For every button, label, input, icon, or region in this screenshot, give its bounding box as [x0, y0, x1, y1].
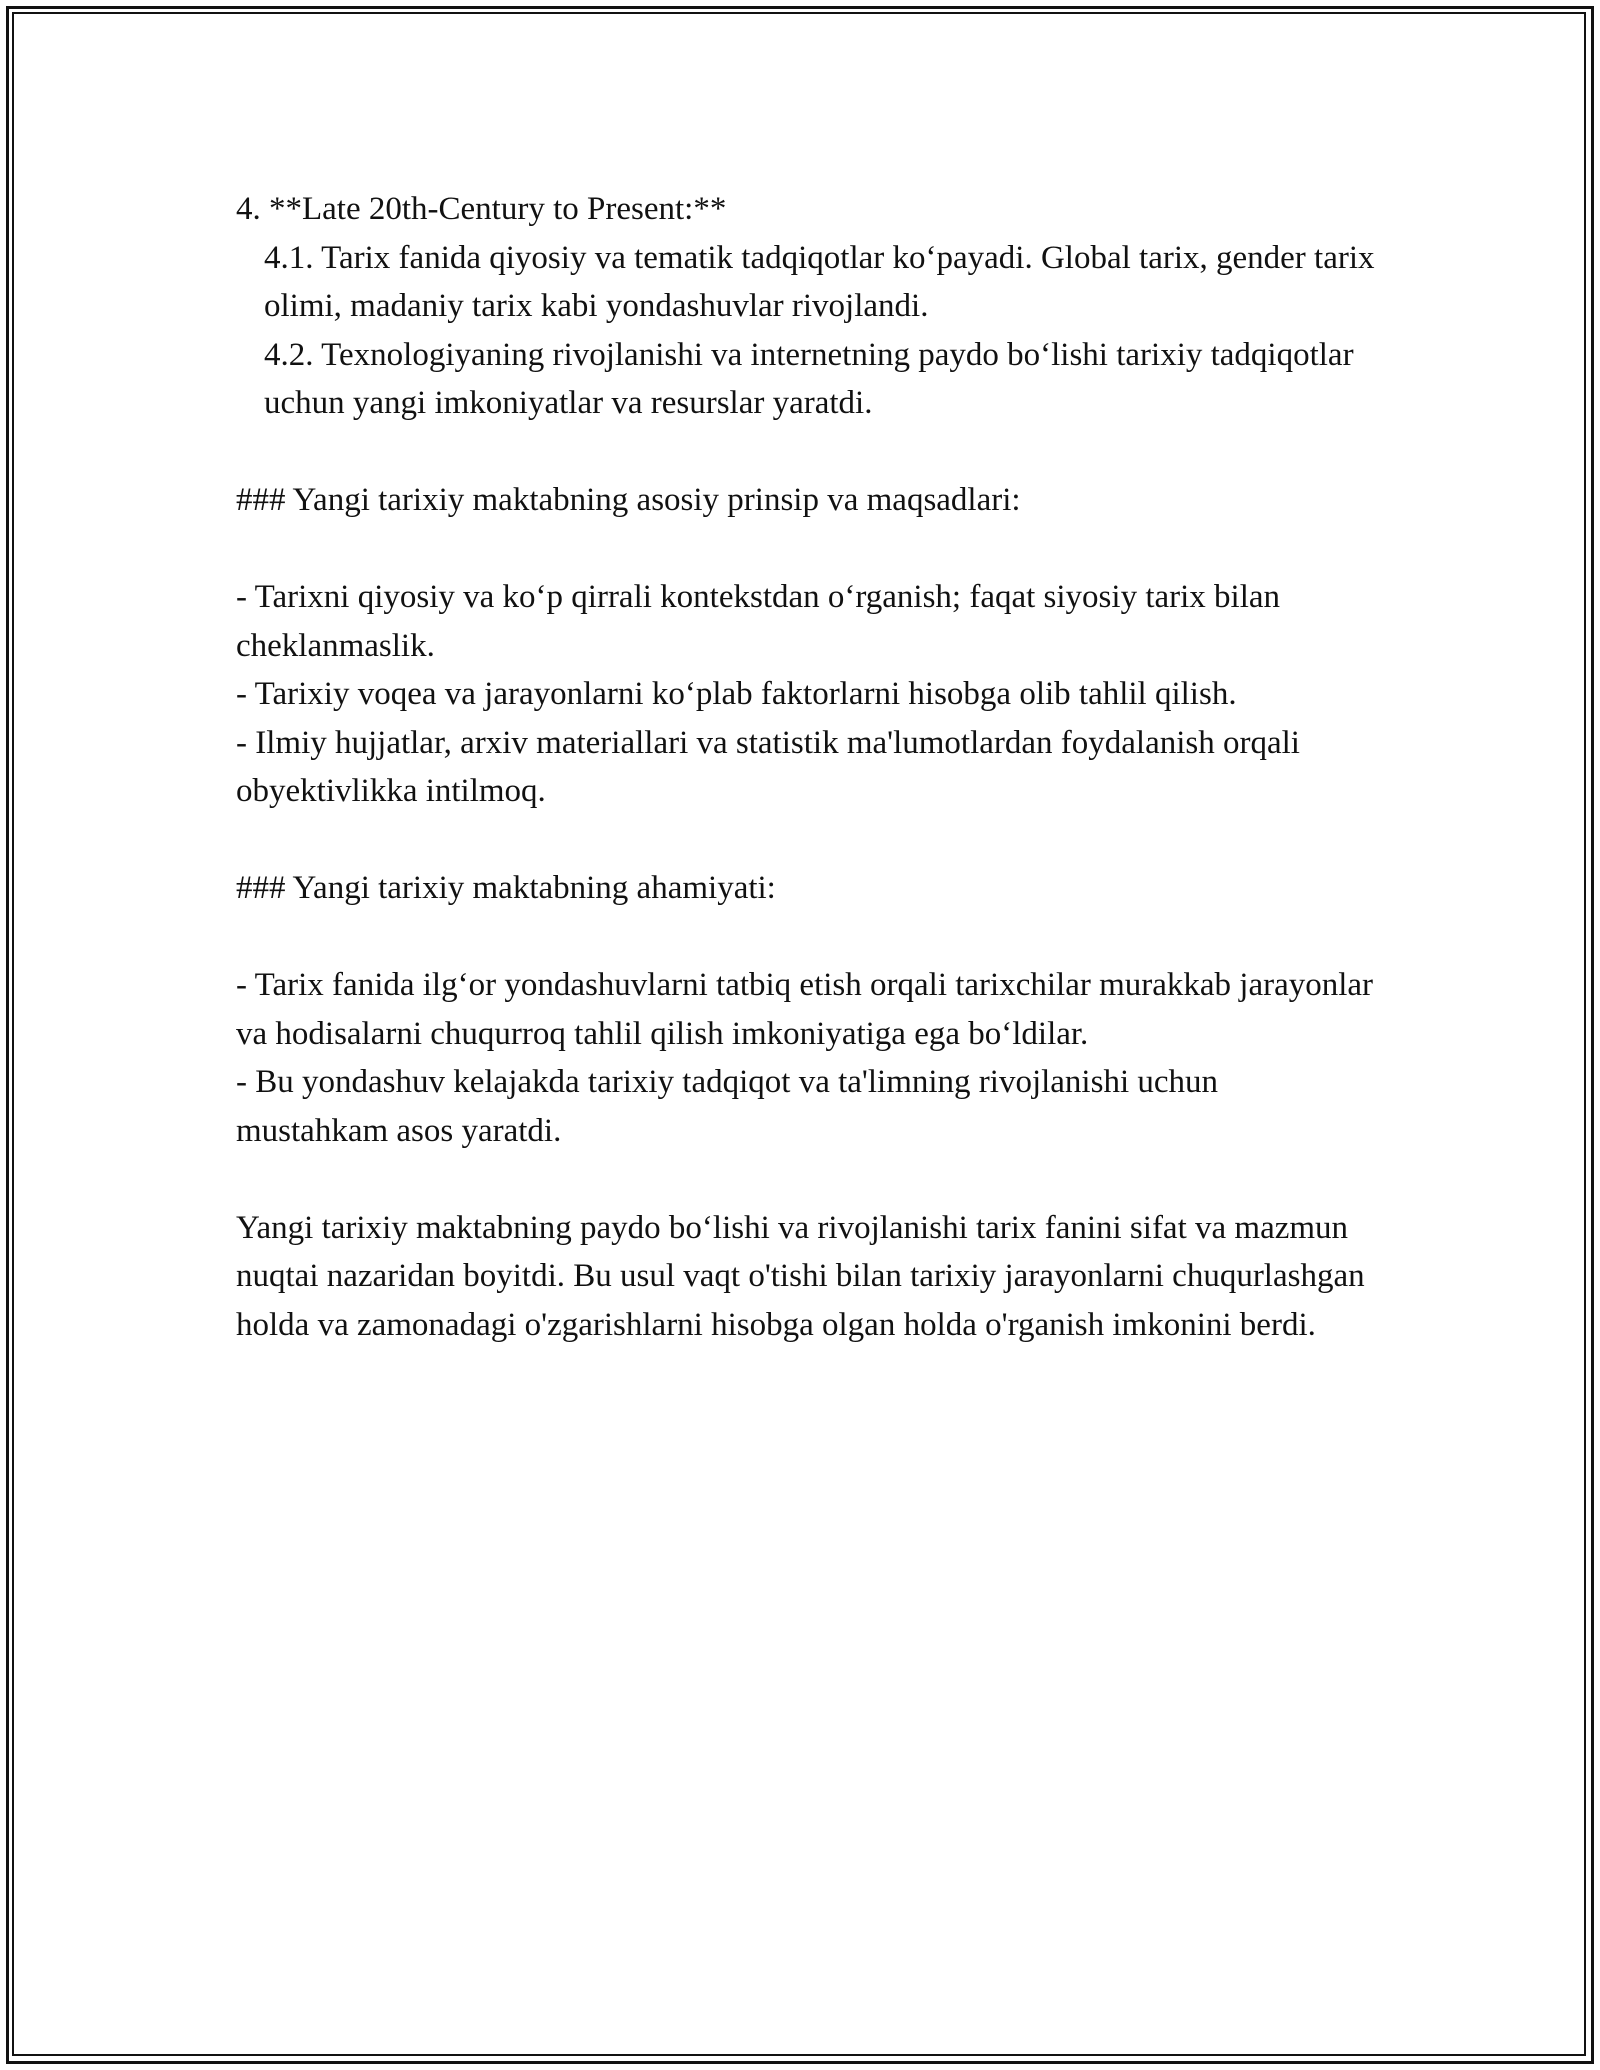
- spacer: [236, 1155, 1376, 1204]
- spacer: [236, 913, 1376, 962]
- principles-bullet: - Ilmiy hujjatlar, arxiv materiallari va statistik ma'lumotlardan foydalanish orqali obyektivlikka intilmoq.: [236, 724, 1309, 809]
- importance-bullet: - Tarix fanida ilg‘or yondashuvlarni tatbiq etish orqali tarixchilar murakkab jarayonlar va hodisalarni chuqurroq tahlil qilish imkoniyatiga ega bo‘ldilar.: [236, 967, 1382, 1052]
- spacer: [236, 816, 1376, 865]
- importance-heading: ### Yangi tarixiy maktabning ahamiyati:: [236, 870, 776, 906]
- spacer: [236, 525, 1376, 574]
- spacer: [236, 428, 1376, 477]
- principles-bullet: - Tarixiy voqea va jarayonlarni ko‘plab faktorlarni hisobga olib tahlil qilish.: [236, 676, 1237, 712]
- conclusion-paragraph: Yangi tarixiy maktabning paydo bo‘lishi va rivojlanishi tarix fanini sifat va mazmun nuqtai nazaridan boyitdi. Bu usul vaqt o'tishi bilan tarixiy jarayonlarni chuqurlashgan holda va zamonadagi o'zgarishlarni hisobga olgan holda o'rganish imkonini berdi.: [236, 1209, 1373, 1343]
- principles-bullet: - Tarixni qiyosiy va ko‘p qirrali kontekstdan o‘rganish; faqat siyosiy tarix bilan cheklanmaslik.: [236, 579, 1289, 664]
- section-4-heading: 4. **Late 20th-Century to Present:**: [236, 191, 727, 227]
- item-4-2: 4.2. Texnologiyaning rivojlanishi va internetning paydo bo‘lishi tarixiy tadqiqotlar uchun yangi imkoniyatlar va resurslar yaratdi.: [264, 336, 1362, 421]
- importance-bullet: - Bu yondashuv kelajakda tarixiy tadqiqot va ta'limning rivojlanishi uchun mustahkam asos yaratdi.: [236, 1064, 1227, 1149]
- document-body: [236, 185, 1383, 1349]
- principles-heading: ### Yangi tarixiy maktabning asosiy prinsip va maqsadlari:: [236, 482, 1021, 518]
- item-4-1: 4.1. Tarix fanida qiyosiy va tematik tadqiqotlar ko‘payadi. Global tarix, gender tarix olimi, madaniy tarix kabi yondashuvlar rivojlandi.: [264, 239, 1383, 324]
